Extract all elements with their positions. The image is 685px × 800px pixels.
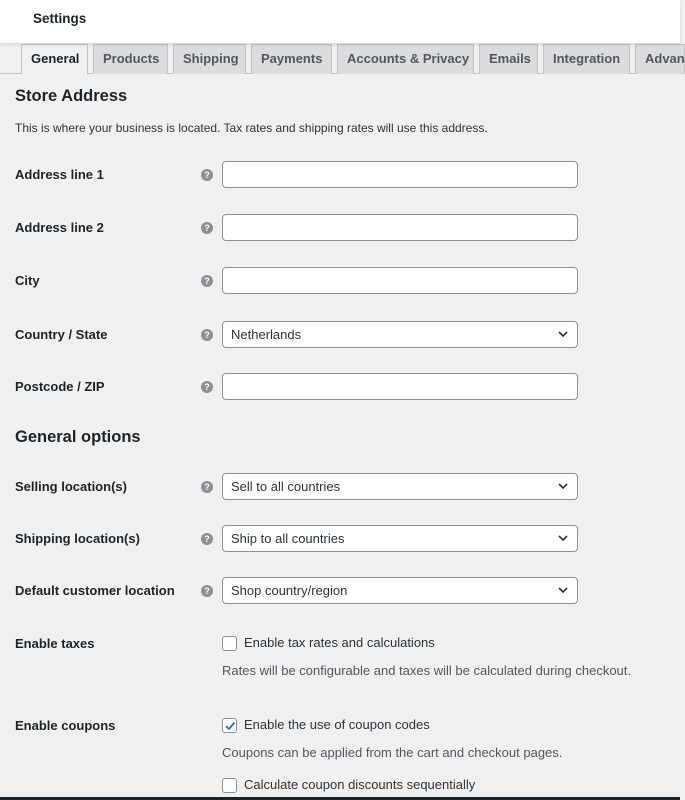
tab-general[interactable]: General <box>21 44 88 75</box>
address-line-2-input[interactable] <box>222 214 578 241</box>
store-address-description: This is where your business is located. Tax rates and shipping rates will use this address. <box>15 121 488 135</box>
default-customer-location-select[interactable] <box>222 577 578 604</box>
shipping-locations-select[interactable] <box>222 525 578 552</box>
tab-products[interactable]: Products <box>93 44 168 74</box>
enable-coupons-hint: Coupons can be applied from the cart and checkout pages. <box>222 745 563 760</box>
tab-integration[interactable]: Integration <box>543 44 630 74</box>
sequential-coupons-checkbox[interactable] <box>222 778 237 793</box>
checkmark-icon <box>224 720 236 732</box>
help-circle-icon[interactable]: ? <box>201 329 213 341</box>
address-line-1-input[interactable] <box>222 161 578 188</box>
general-options-heading: General options <box>15 428 141 446</box>
city-input[interactable] <box>222 267 578 294</box>
settings-tabs <box>0 44 685 74</box>
store-address-heading: Store Address <box>15 87 128 105</box>
chevron-down-icon <box>558 534 568 542</box>
country-state-select[interactable] <box>222 321 578 348</box>
help-circle-icon[interactable]: ? <box>201 275 213 287</box>
chevron-down-icon <box>558 482 568 490</box>
tab-accounts-privacy[interactable]: Accounts & Privacy <box>337 44 474 74</box>
chevron-down-icon <box>558 586 568 594</box>
enable-coupons-checkbox[interactable] <box>222 718 237 733</box>
city-label: City <box>15 273 40 288</box>
shipping-locations-label: Shipping location(s) <box>15 531 140 546</box>
tab-payments[interactable]: Payments <box>251 44 332 74</box>
help-circle-icon[interactable]: ? <box>201 533 213 545</box>
top-bar <box>0 0 680 44</box>
sequential-coupons-label[interactable]: Calculate coupon discounts sequentially <box>244 777 476 792</box>
enable-taxes-checkbox[interactable] <box>222 636 237 651</box>
help-circle-icon[interactable]: ? <box>201 481 213 493</box>
tab-emails[interactable]: Emails <box>479 44 538 74</box>
postcode-label: Postcode / ZIP <box>15 379 105 394</box>
selling-locations-label: Selling location(s) <box>15 479 127 494</box>
postcode-input[interactable] <box>222 373 578 400</box>
tab-shipping[interactable]: Shipping <box>173 44 246 74</box>
help-circle-icon[interactable]: ? <box>201 381 213 393</box>
selling-locations-select[interactable] <box>222 473 578 500</box>
selling-locations-value: Sell to all countries <box>231 479 341 494</box>
enable-coupons-checkbox-label[interactable]: Enable the use of coupon codes <box>244 717 430 732</box>
address-line-1-label: Address line 1 <box>15 167 104 182</box>
enable-taxes-hint: Rates will be configurable and taxes will be calculated during checkout. <box>222 663 632 678</box>
address-line-2-label: Address line 2 <box>15 220 104 235</box>
help-circle-icon[interactable]: ? <box>201 169 213 181</box>
chevron-down-icon <box>558 330 568 338</box>
default-customer-location-value: Shop country/region <box>231 583 348 598</box>
enable-taxes-checkbox-label[interactable]: Enable tax rates and calculations <box>244 635 435 650</box>
country-state-value: Netherlands <box>231 327 302 342</box>
enable-taxes-label: Enable taxes <box>15 636 95 651</box>
help-circle-icon[interactable]: ? <box>201 585 213 597</box>
enable-coupons-label: Enable coupons <box>15 718 116 733</box>
page-title: Settings <box>33 11 87 26</box>
shipping-locations-value: Ship to all countries <box>231 531 345 546</box>
help-circle-icon[interactable]: ? <box>201 222 213 234</box>
default-customer-location-label: Default customer location <box>15 583 175 598</box>
country-state-label: Country / State <box>15 327 108 342</box>
tab-advanced[interactable]: Advan <box>635 44 685 74</box>
